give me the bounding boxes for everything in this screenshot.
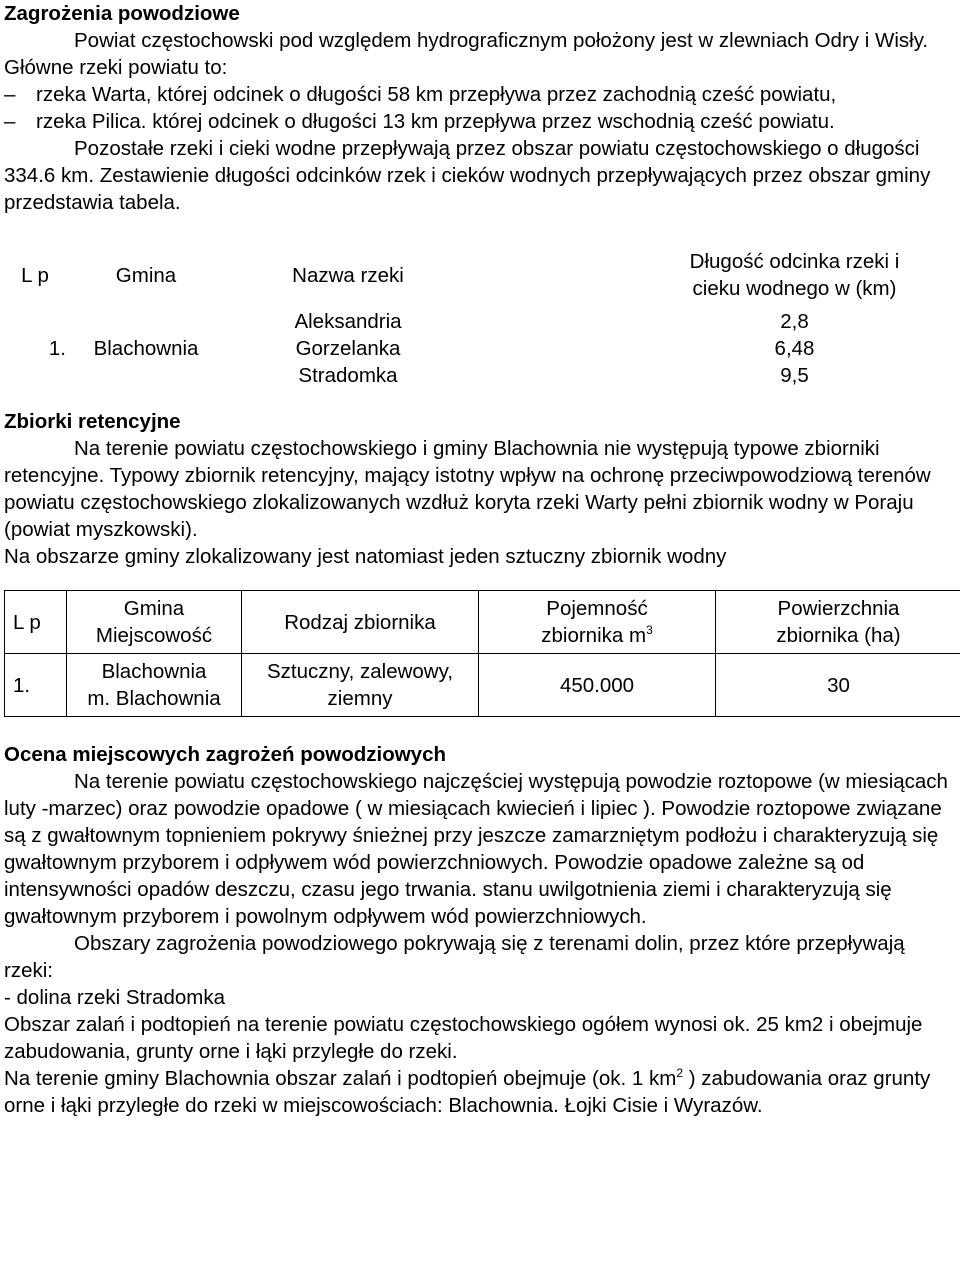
header-gmina-locality xyxy=(67,591,242,654)
rivers-table xyxy=(4,244,954,390)
header-length-line1: Długość odcinka rzeki i xyxy=(689,250,900,273)
header-river-name: Nazwa rzeki xyxy=(292,263,404,287)
river-length: 9,5 xyxy=(780,363,809,387)
river-name: Aleksandria xyxy=(294,309,402,333)
header-reservoir-type: Rodzaj zbiornika xyxy=(242,591,479,654)
paragraph-flood-areas: Obszary zagrożenia powodziowego pokrywają się z terenami dolin, przez które przepływają rzeki: xyxy=(4,932,905,982)
cell-gmina: Blachownia xyxy=(93,336,199,360)
cell-locality: m. Blachownia xyxy=(87,687,221,710)
paragraph-reservoir-intro: Na obszarze gminy zlokalizowany jest natomiast jeden sztuczny zbiornik wodny xyxy=(4,545,727,568)
river-length: 6,48 xyxy=(774,336,815,360)
header-length xyxy=(635,244,954,306)
header-area-line1: Powierzchnia xyxy=(777,597,900,620)
table-row xyxy=(5,654,960,717)
cell-rivers xyxy=(226,306,470,390)
header-gmina: Gmina xyxy=(123,597,185,620)
header-gmina: Gmina xyxy=(115,263,177,287)
cell-area: 30 xyxy=(716,654,960,717)
paragraph-gmina-area: Na terenie gminy Blachownia obszar zalań i podtopień obejmuje (ok. 1 $km^2$ ) zabudowania oraz grunty orne i łąki przyległe do rzeki w miejscowościach: Blachownia. Łojki Cisie i Wyrazów. xyxy=(4,1066,931,1117)
river-name: Stradomka xyxy=(298,363,398,387)
header-capacity-line1: Pojemność xyxy=(546,597,648,620)
header-area xyxy=(716,591,960,654)
cell-lp: 1. xyxy=(48,336,66,360)
river-length: 2,8 xyxy=(780,309,809,333)
river-name: Gorzelanka xyxy=(295,336,401,360)
paragraph-county-area: Obszar zalań i podtopień na terenie powiatu częstochowskiego ogółem wynosi ok. 25 km2 i obejmuje zabudowania, grunty orne i łąki przyległe do rzeki. xyxy=(4,1013,923,1063)
list-item-text: rzeka Warta, której odcinek o długości 58 km przepływa przez zachodnią cześć powiatu, xyxy=(36,83,837,106)
table-row xyxy=(4,306,954,390)
paragraph-retention: Na terenie powiatu częstochowskiego i gminy Blachownia nie występują typowe zbiorniki retencyjne. Typowy zbiornik retencyjny, mający istotny wpływ na ochronę przeciwpowodziową terenów powiatu częstochowskiego zlokalizowanych wzdłuż koryta rzeki Warty pełni zbiornik wodny w Poraju (powiat myszkowski). xyxy=(4,437,931,541)
list-item xyxy=(4,108,954,135)
cell-lp: 1. xyxy=(5,654,67,717)
list-item-text: rzeka Pilica. której odcinek o długości 13 km przepływa przez wschodnią cześć powiatu. xyxy=(36,110,835,133)
section-heading-local-threats: Ocena miejscowych zagrożeń powodziowych xyxy=(4,743,446,766)
table-header-row xyxy=(5,591,960,654)
reservoir-table xyxy=(4,590,960,717)
cell-lengths xyxy=(635,306,954,390)
paragraph-flood-types: Na terenie powiatu częstochowskiego najczęściej występują powodzie roztopowe (w miesiącach luty -marzec) oraz powodzie opadowe ( w miesiącach kwiecień i lipiec ). Powodzie roztopowe związane są z gwałtownym topnieniem pokrywy śnieżnej przy jeszcze zamarzniętym podłożu i charakteryzują się gwałtownym przyborem i odpływem wód powierzchniowych. Powodzie opadowe zależne są od intensywności opadów deszczu, czasu jego trwania. stanu uwilgotnienia ziemi i charakteryzują się gwałtownym przyborem i powolnym odpływem wód powierzchniowych. xyxy=(4,770,948,928)
header-capacity-line2: zbiornika $m^3$ xyxy=(541,623,653,647)
section-heading-flood-threats: Zagrożenia powodziowe xyxy=(4,2,240,25)
section-heading-retention: Zbiorki retencyjne xyxy=(4,410,181,433)
cell-gmina: Blachownia xyxy=(101,660,207,683)
paragraph-intro: Powiat częstochowski pod względem hydrograficznym położony jest w zlewniach Odry i Wisły. Główne rzeki powiatu to: xyxy=(4,29,929,79)
header-capacity xyxy=(479,591,716,654)
header-lp: L p xyxy=(5,591,67,654)
header-lp: L p xyxy=(21,263,49,287)
header-locality: Miejscowość xyxy=(95,624,213,647)
table-header-row xyxy=(4,244,954,306)
dash-bullet: – xyxy=(4,83,16,106)
dash-bullet: – xyxy=(4,110,16,133)
cell-capacity: 450.000 xyxy=(479,654,716,717)
paragraph-valley: - dolina rzeki Stradomka xyxy=(4,986,226,1009)
header-length-line2: cieku wodnego w (km) xyxy=(692,277,897,300)
paragraph-rivers-summary: Pozostałe rzeki i cieki wodne przepływają przez obszar powiatu częstochowskiego o długości 334.6 km. Zestawienie długości odcinków rzek i cieków wodnych przepływających przez obszar gminy przedstawia tabela. xyxy=(4,137,931,214)
cell-gmina-locality xyxy=(67,654,242,717)
cell-reservoir-type: Sztuczny, zalewowy, ziemny xyxy=(242,654,479,717)
header-area-line2: zbiornika (ha) xyxy=(776,624,901,647)
list-item xyxy=(4,81,954,108)
